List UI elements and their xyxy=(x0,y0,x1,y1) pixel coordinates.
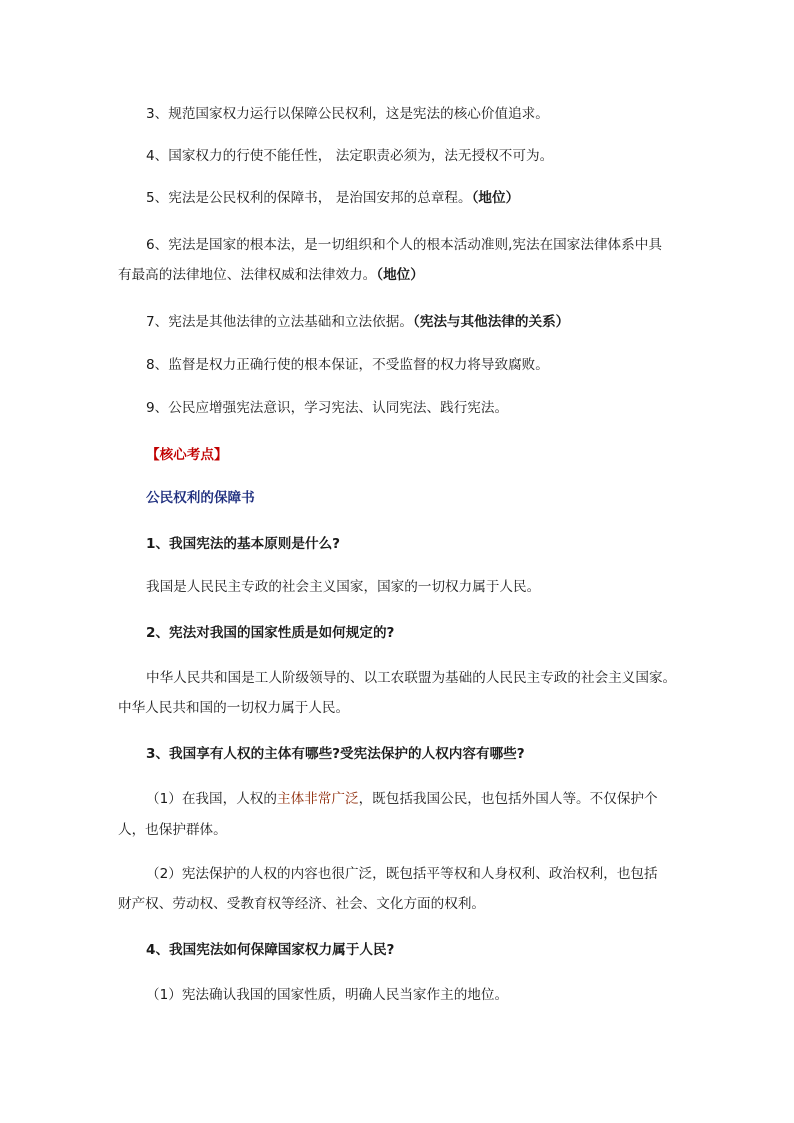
question-1: 1、我国宪法的基本原则是什么? xyxy=(146,536,341,552)
point-8: 8、监督是权力正确行使的根本保证，不受监督的权力将导致腐败。 xyxy=(146,357,549,373)
question-4: 4、我国宪法如何保障国家权力属于人民? xyxy=(146,942,395,958)
point-3: 3、规范国家权力运行以保障公民权利，这是宪法的核心价值追求。 xyxy=(146,106,549,122)
answer-3-1-post: ，既包括我国公民，也包括外国人等。不仅保护个 xyxy=(358,791,658,807)
point-6-tag: （地位） xyxy=(376,267,424,283)
point-7 xyxy=(146,312,569,332)
point-7-tag: （宪法与其他法律的关系） xyxy=(412,314,570,330)
answer-3-1-line-2: 人，也保护群体。 xyxy=(118,822,227,838)
point-9: 9、公民应增强宪法意识，学习宪法、认同宪法、践行宪法。 xyxy=(146,400,509,416)
answer-3-2-line-1: （2）宪法保护的人权的内容也很广泛，既包括平等权和人身权利、政治权利，也包括 xyxy=(146,866,658,882)
question-3: 3、我国享有人权的主体有哪些?受宪法保护的人权内容有哪些? xyxy=(146,746,525,762)
question-2: 2、宪法对我国的国家性质是如何规定的? xyxy=(146,625,395,641)
point-6-line-1: 6、宪法是国家的根本法，是一切组织和个人的根本活动准则,宪法在国家法律体系中具 xyxy=(146,237,662,253)
point-4: 4、国家权力的行使不能任性， 法定职责必须为，法无授权不可为。 xyxy=(146,148,554,164)
point-5 xyxy=(146,188,519,208)
answer-2-line-1: 中华人民共和国是工人阶级领导的、以工农联盟为基础的人民民主专政的社会主义国家。 xyxy=(146,670,677,686)
section-heading-core-points: 【核心考点】 xyxy=(146,447,228,463)
point-5-text: 5、宪法是公民权利的保障书， 是治国安邦的总章程。 xyxy=(146,190,472,206)
answer-1: 我国是人民民主专政的社会主义国家，国家的一切权力属于人民。 xyxy=(146,579,541,595)
answer-3-1-pre: （1）在我国，人权的 xyxy=(146,791,277,807)
answer-3-1-highlight: 主体非常广泛 xyxy=(277,791,359,807)
point-6-line-2 xyxy=(118,265,424,285)
point-5-tag: （地位） xyxy=(471,190,520,206)
answer-3-1-line-1 xyxy=(146,789,658,809)
answer-4-1: （1）宪法确认我国的国家性质，明确人民当家作主的地位。 xyxy=(146,987,509,1003)
point-6-text: 有最高的法律地位、法律权威和法律效力。 xyxy=(118,267,377,283)
subsection-title: 公民权利的保障书 xyxy=(146,490,255,506)
point-7-text: 7、宪法是其他法律的立法基础和立法依据。 xyxy=(146,314,413,330)
answer-2-line-2: 中华人民共和国的一切权力属于人民。 xyxy=(118,700,350,716)
answer-3-2-line-2: 财产权、劳动权、受教育权等经济、社会、文化方面的权利。 xyxy=(118,896,486,912)
